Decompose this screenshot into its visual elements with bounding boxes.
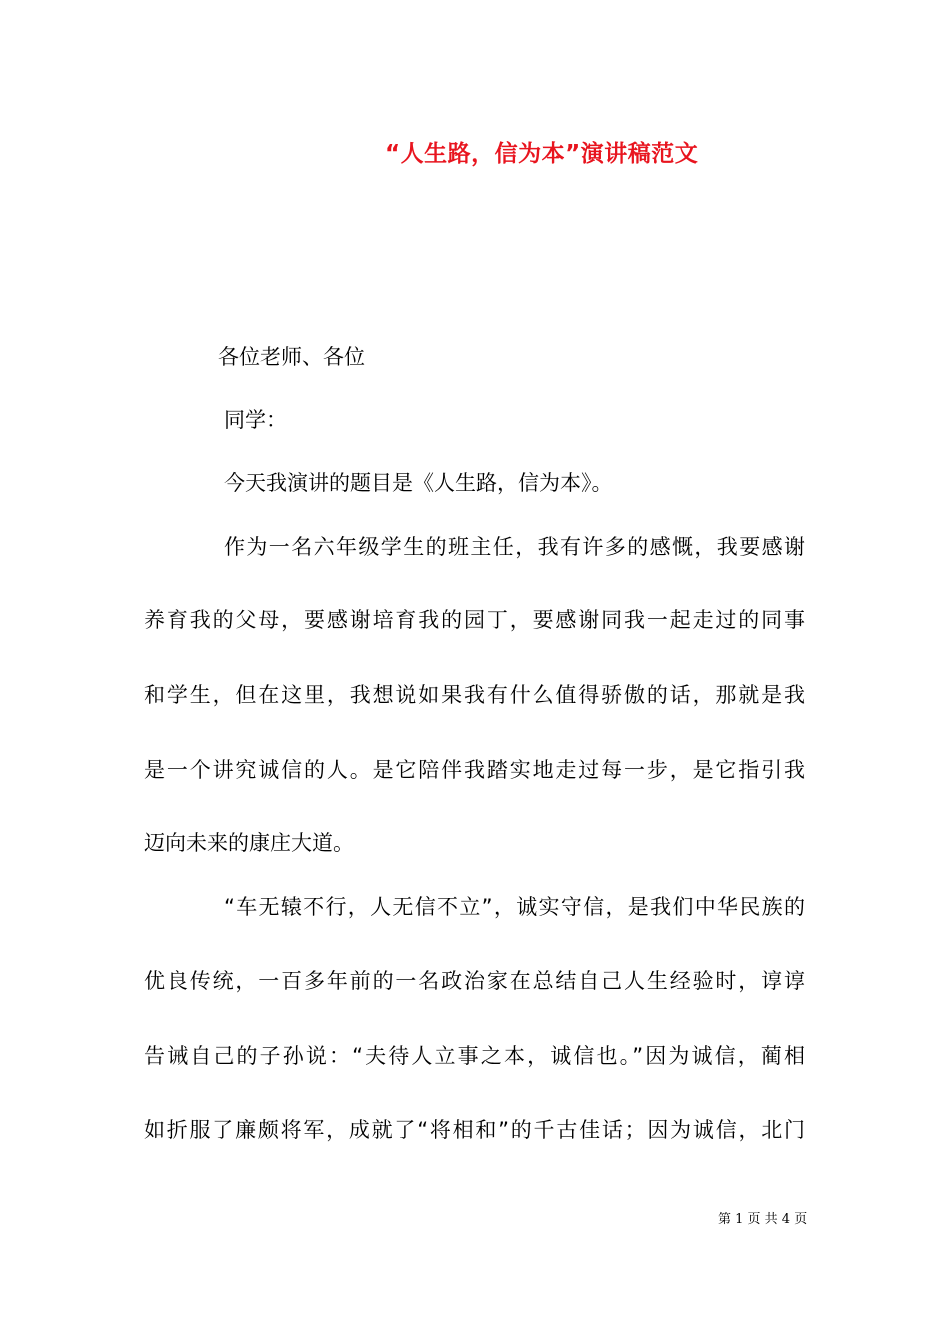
paragraph-line: 和学生，但在这里，我想说如果我有什么值得骄傲的话，那就是我: [144, 683, 805, 707]
paragraph-line: 是一个讲究诚信的人。是它陪伴我踏实地走过每一步，是它指引我: [144, 758, 805, 782]
paragraph-line: 迈向未来的康庄大道。: [144, 831, 354, 855]
paragraph-line: 养育我的父母，要感谢培育我的园丁，要感谢同我一起走过的同事: [144, 608, 805, 632]
paragraph-line: “车无辕不行，人无信不立”，诚实守信，是我们中华民族的: [224, 895, 805, 919]
page-number: 第 1 页 共 4 页: [718, 1212, 808, 1227]
paragraph-line: 作为一名六年级学生的班主任，我有许多的感慨，我要感谢: [224, 535, 805, 559]
paragraph-line: 如折服了廉颇将军，成就了“将相和”的千古佳话；因为诚信，北门: [144, 1118, 805, 1142]
paragraph-line: 优良传统，一百多年前的一名政治家在总结自己人生经验时，谆谆: [144, 969, 805, 993]
paragraph-line: 今天我演讲的题目是《人生路，信为本》。: [224, 471, 613, 495]
paragraph-line: 告诫自己的子孙说：“夫待人立事之本，诚信也。”因为诚信，蔺相: [144, 1044, 805, 1068]
salutation-line-1: 各位老师、各位: [218, 345, 365, 369]
salutation-line-2: 同学：: [224, 408, 287, 432]
document-title: “人生路，信为本”演讲稿范文: [385, 141, 699, 167]
